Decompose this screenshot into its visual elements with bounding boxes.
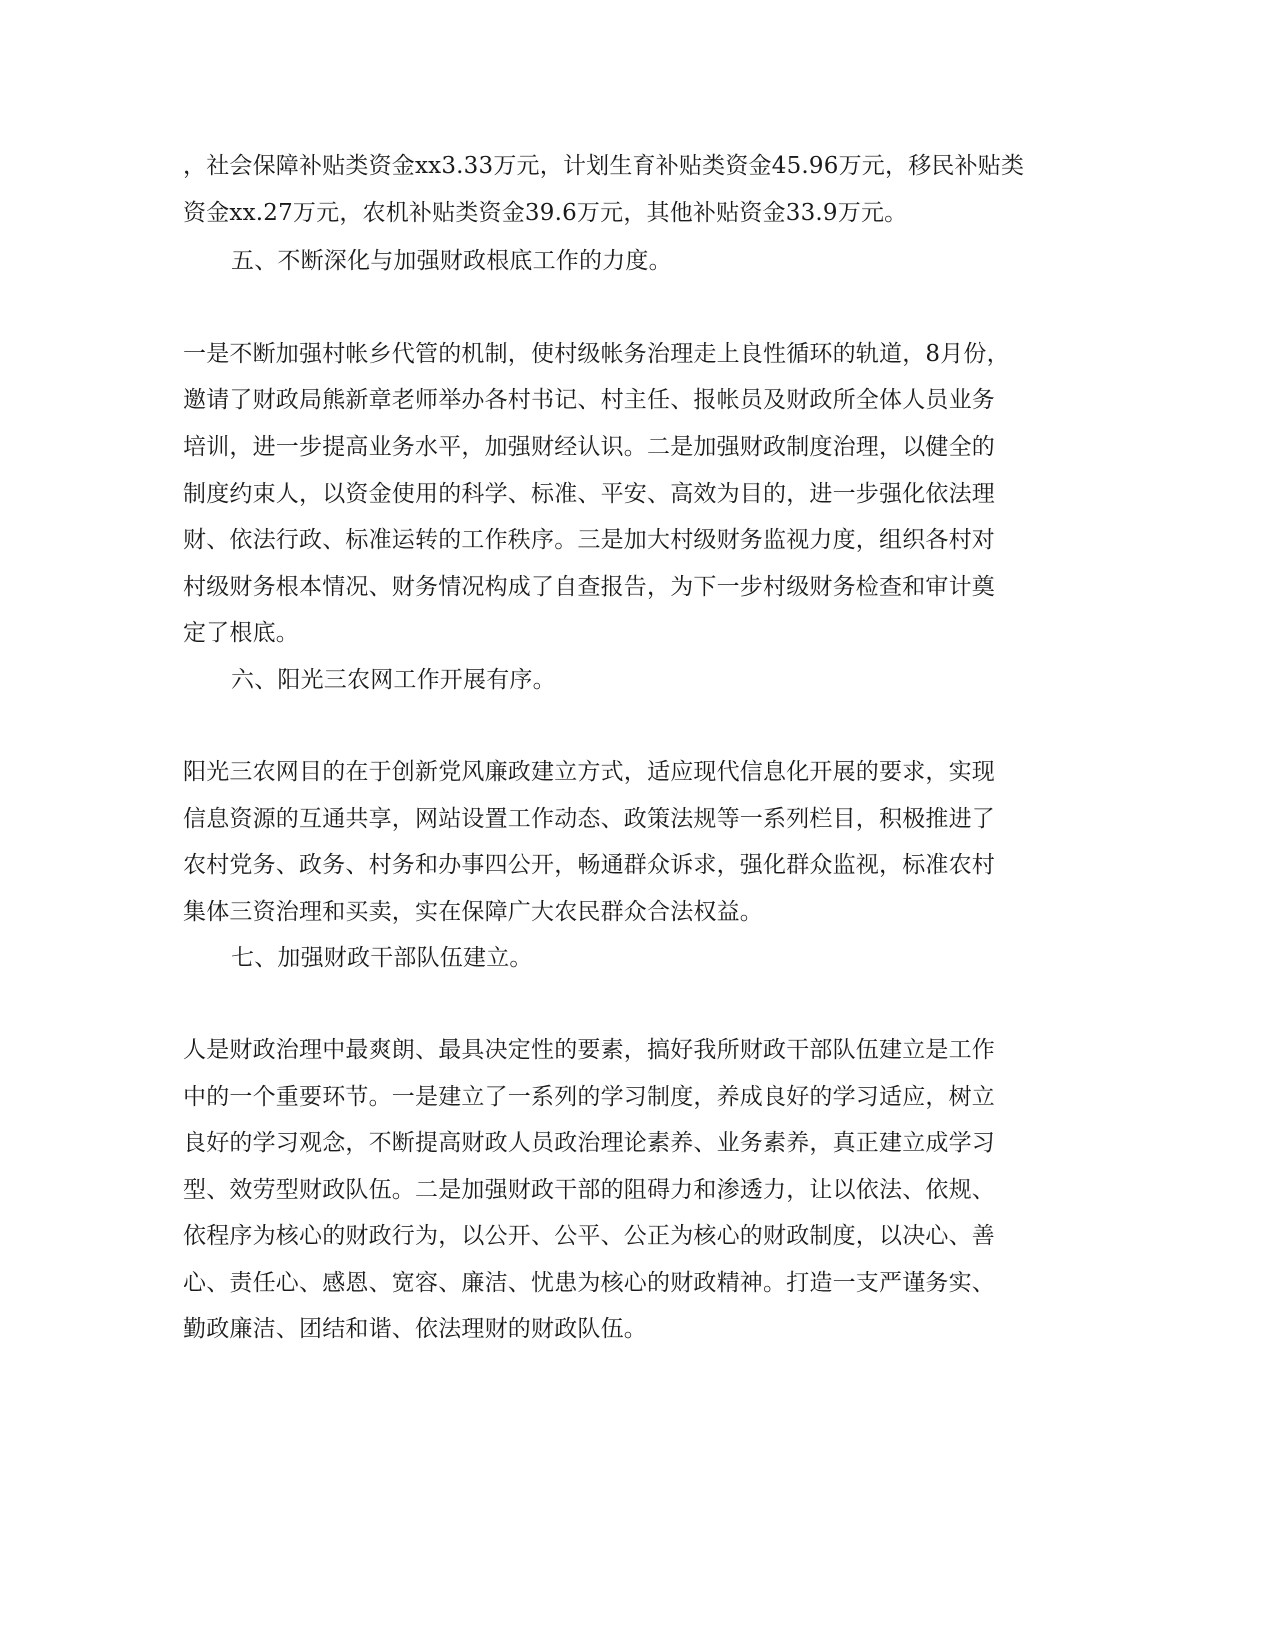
paragraph-2-line-7: 定了根底。 (183, 620, 299, 646)
paragraph-2-line-2: 邀请了财政局熊新章老师举办各村书记、村主任、报帐员及财政所全体人员业务 (183, 387, 995, 413)
paragraph-3-line-4: 集体三资治理和买卖，实在保障广大农民群众合法权益。 (183, 899, 763, 925)
paragraph-2-line-1: 一是不断加强村帐乡代管的机制，使村级帐务治理走上良性循环的轨道，8月份， (183, 341, 1010, 367)
paragraph-2-line-6: 村级财务根本情况、财务情况构成了自查报告，为下一步村级财务检查和审计奠 (183, 574, 995, 600)
section-heading-5: 五、不断深化与加强财政根底工作的力度。 (231, 248, 672, 274)
paragraph-4-line-1: 人是财政治理中最爽朗、最具决定性的要素，搞好我所财政干部队伍建立是工作 (183, 1037, 995, 1063)
paragraph-3-line-2: 信息资源的互通共享，网站设置工作动态、政策法规等一系列栏目，积极推进了 (183, 806, 995, 832)
paragraph-4-line-3: 良好的学习观念，不断提高财政人员政治理论素养、业务素养，真正建立成学习 (183, 1130, 995, 1156)
paragraph-2-line-4: 制度约束人，以资金使用的科学、标准、平安、高效为目的，进一步强化依法理 (183, 481, 995, 507)
paragraph-3-line-3: 农村党务、政务、村务和办事四公开，畅通群众诉求，强化群众监视，标准农村 (183, 852, 995, 878)
paragraph-4-line-4: 型、效劳型财政队伍。二是加强财政干部的阻碍力和渗透力，让以依法、依规、 (183, 1177, 995, 1203)
paragraph-3-line-1: 阳光三农网目的在于创新党风廉政建立方式，适应现代信息化开展的要求，实现 (183, 759, 995, 785)
paragraph-1-line-1: ，社会保障补贴类资金xx3.33万元，计划生育补贴类资金45.96万元，移民补贴类 (183, 153, 1025, 179)
paragraph-4-line-5: 依程序为核心的财政行为，以公开、公平、公正为核心的财政制度，以决心、善 (183, 1223, 995, 1249)
paragraph-1-line-2: 资金xx.27万元，农机补贴类资金39.6万元，其他补贴资金33.9万元。 (183, 200, 908, 226)
paragraph-4-line-2: 中的一个重要环节。一是建立了一系列的学习制度，养成良好的学习适应，树立 (183, 1084, 995, 1110)
paragraph-4-line-7: 勤政廉洁、团结和谐、依法理财的财政队伍。 (183, 1316, 647, 1342)
section-heading-7: 七、加强财政干部队伍建立。 (231, 945, 533, 971)
paragraph-2-line-5: 财、依法行政、标准运转的工作秩序。三是加大村级财务监视力度，组织各村对 (183, 527, 995, 553)
paragraph-2-line-3: 培训，进一步提高业务水平，加强财经认识。二是加强财政制度治理，以健全的 (183, 434, 995, 460)
section-heading-6: 六、阳光三农网工作开展有序。 (231, 667, 556, 693)
paragraph-4-line-6: 心、责任心、感恩、宽容、廉洁、忧患为核心的财政精神。打造一支严谨务实、 (183, 1270, 995, 1296)
